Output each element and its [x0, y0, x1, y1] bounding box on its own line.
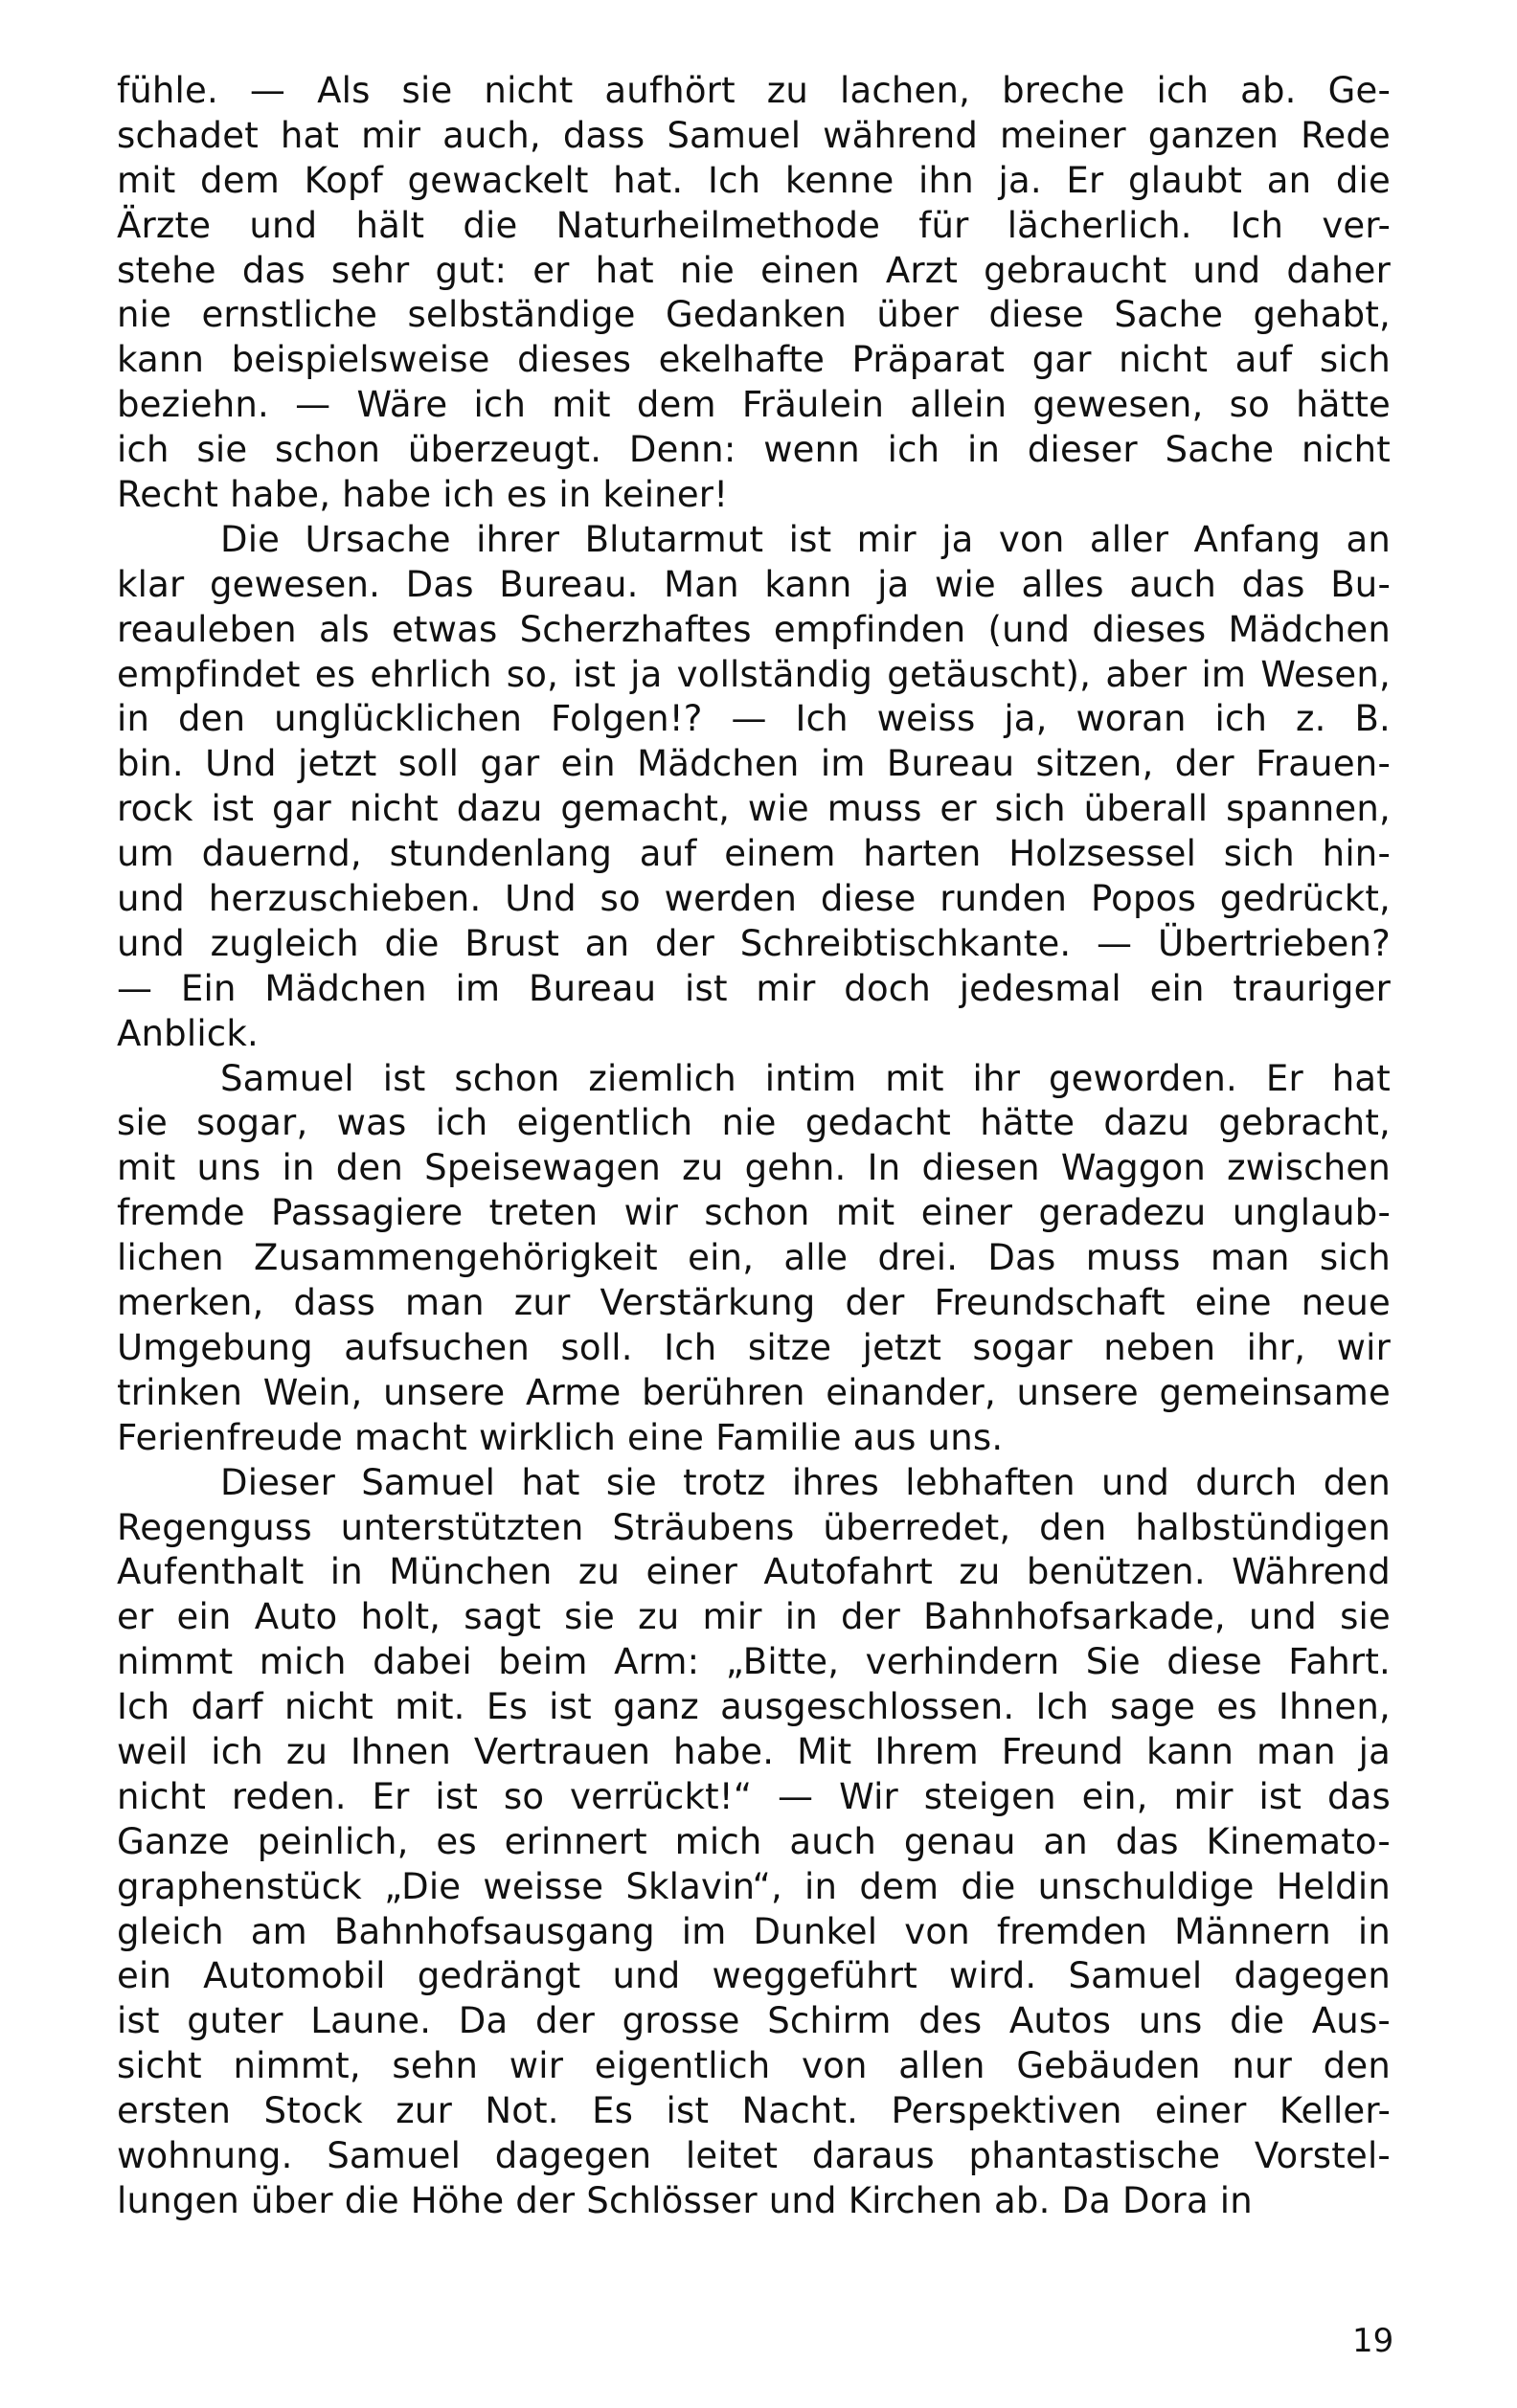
- text-line: weil ich zu Ihnen Vertrauen habe. Mit Ihrem Freund kann man ja: [117, 1730, 1391, 1772]
- text-line: nimmt mich dabei beim Arm: „Bitte, verhindern Sie diese Fahrt.: [117, 1641, 1391, 1683]
- text-line: Ganze peinlich, es erinnert mich auch genau an das Kinemato-: [117, 1820, 1391, 1862]
- text-line: Ferienfreude macht wirklich eine Familie aus uns.: [117, 1416, 1004, 1458]
- text-line: Regenguss unterstützten Sträubens überredet, den halbstündigen: [117, 1506, 1391, 1548]
- text-line: schadet hat mir auch, dass Samuel während meiner ganzen Rede: [117, 114, 1391, 156]
- text-line: wohnung. Samuel dagegen leitet daraus phantastische Vorstel-: [117, 2134, 1391, 2176]
- text-line: Aufenthalt in München zu einer Autofahrt zu benützen. Während: [117, 1551, 1391, 1593]
- text-line: trinken Wein, unsere Arme berühren einander, unsere gemeinsame: [117, 1371, 1391, 1413]
- text-line: Samuel ist schon ziemlich intim mit ihr geworden. Er hat: [220, 1057, 1391, 1099]
- text-line: — Ein Mädchen im Bureau ist mir doch jedesmal ein trauriger: [117, 967, 1391, 1009]
- page-number: 19: [1352, 2322, 1394, 2360]
- text-line: stehe das sehr gut: er hat nie einen Arzt gebraucht und daher: [117, 249, 1391, 291]
- text-line: ersten Stock zur Not. Es ist Nacht. Perspektiven einer Keller-: [117, 2090, 1391, 2132]
- text-line: mit dem Kopf gewackelt hat. Ich kenne ihn ja. Er glaubt an die: [117, 159, 1391, 201]
- text-line: sicht nimmt, sehn wir eigentlich von allen Gebäuden nur den: [117, 2045, 1391, 2087]
- text-line: ein Automobil gedrängt und weggeführt wird. Samuel dagegen: [117, 1955, 1391, 1997]
- text-line: in den unglücklichen Folgen!? — Ich weiss ja, woran ich z. B.: [117, 698, 1391, 740]
- text-line: empfindet es ehrlich so, ist ja vollständig getäuscht), aber im Wesen,: [117, 653, 1391, 695]
- text-line: graphenstück „Die weisse Sklavin“, in dem die unschuldige Heldin: [117, 1865, 1391, 1907]
- text-line: Recht habe, habe ich es in keiner!: [117, 474, 729, 516]
- text-line: Umgebung aufsuchen soll. Ich sitze jetzt sogar neben ihr, wir: [117, 1326, 1391, 1368]
- text-line: fühle. — Als sie nicht aufhört zu lachen, breche ich ab. Ge-: [117, 70, 1391, 111]
- text-line: ist guter Laune. Da der grosse Schirm des Autos uns die Aus-: [117, 2000, 1391, 2042]
- text-line: gleich am Bahnhofsausgang im Dunkel von fremden Männern in: [117, 1910, 1391, 1952]
- text-line: lichen Zusammengehörigkeit ein, alle drei. Das muss man sich: [117, 1237, 1391, 1279]
- text-line: reauleben als etwas Scherzhaftes empfinden (und dieses Mädchen: [117, 608, 1391, 650]
- text-line: bin. Und jetzt soll gar ein Mädchen im Bureau sitzen, der Frauen-: [117, 743, 1391, 785]
- text-line: Ich darf nicht mit. Es ist ganz ausgeschlossen. Ich sage es Ihnen,: [117, 1686, 1391, 1728]
- text-line: und herzuschieben. Und so werden diese runden Popos gedrückt,: [117, 878, 1391, 920]
- text-line: Dieser Samuel hat sie trotz ihres lebhaften und durch den: [220, 1461, 1391, 1503]
- body-text: [117, 69, 1391, 2224]
- text-line: beziehn. — Wäre ich mit dem Fräulein allein gewesen, so hätte: [117, 384, 1391, 426]
- text-line: mit uns in den Speisewagen zu gehn. In diesen Waggon zwischen: [117, 1147, 1391, 1189]
- text-line: rock ist gar nicht dazu gemacht, wie muss er sich überall spannen,: [117, 788, 1391, 830]
- text-line: nie ernstliche selbständige Gedanken über diese Sache gehabt,: [117, 294, 1391, 336]
- text-line: Anblick.: [117, 1012, 259, 1054]
- text-line: kann beispielsweise dieses ekelhafte Präparat gar nicht auf sich: [117, 339, 1391, 381]
- text-line: Ärzte und hält die Naturheilmethode für lächerlich. Ich ver-: [117, 204, 1391, 246]
- text-line: lungen über die Höhe der Schlösser und Kirchen ab. Da Dora in: [117, 2179, 1253, 2221]
- text-line: sie sogar, was ich eigentlich nie gedacht hätte dazu gebracht,: [117, 1102, 1391, 1144]
- text-line: er ein Auto holt, sagt sie zu mir in der Bahnhofsarkade, und sie: [117, 1596, 1391, 1638]
- text-line: und zugleich die Brust an der Schreibtischkante. — Übertrieben?: [117, 922, 1391, 964]
- text-line: Die Ursache ihrer Blutarmut ist mir ja von aller Anfang an: [220, 518, 1391, 560]
- text-line: fremde Passagiere treten wir schon mit einer geradezu unglaub-: [117, 1192, 1391, 1234]
- text-line: ich sie schon überzeugt. Denn: wenn ich in dieser Sache nicht: [117, 429, 1391, 471]
- text-line: merken, dass man zur Verstärkung der Freundschaft eine neue: [117, 1282, 1391, 1324]
- text-line: klar gewesen. Das Bureau. Man kann ja wie alles auch das Bu-: [117, 563, 1391, 605]
- text-line: nicht reden. Er ist so verrückt!“ — Wir steigen ein, mir ist das: [117, 1775, 1391, 1817]
- text-line: um dauernd, stundenlang auf einem harten Holzsessel sich hin-: [117, 833, 1391, 875]
